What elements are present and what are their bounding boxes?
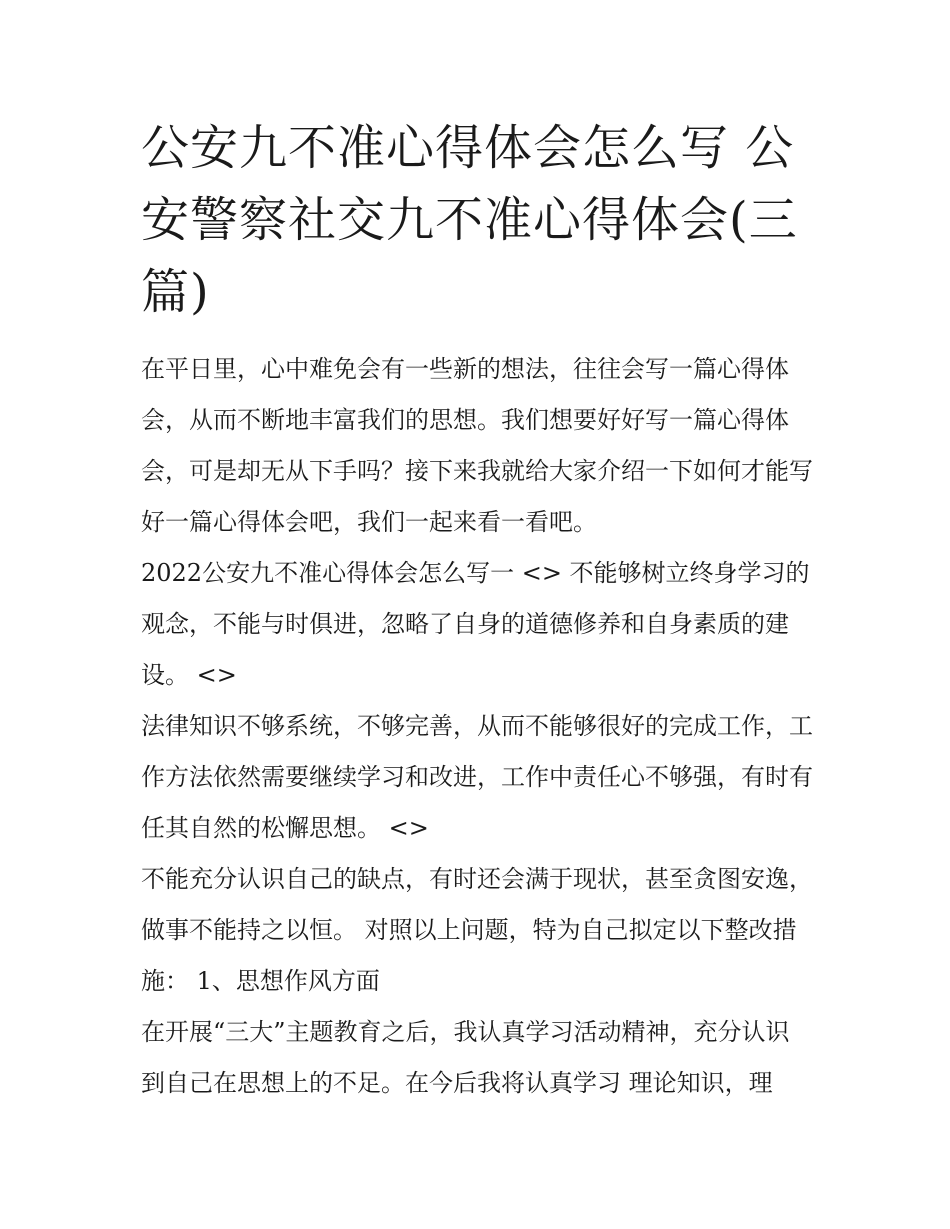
paragraph-problem-2: 法律知识不够系统，不够完善，从而不能够很好的完成工作，工作方法依然需要继续学习和改进，工作中责任心不够强，有时有任其自然的松懈思想。 <> <box>141 712 813 842</box>
document-title: 公安九不准心得体会怎么写 公安警察社交九不准心得体会(三篇) <box>141 120 798 320</box>
document-body <box>141 344 813 1109</box>
document-page <box>141 112 813 1109</box>
paragraph-problem-3: 不能充分认识自己的缺点，有时还会满于现状，甚至贪图安逸，做事不能持之以恒。 对照以上问题，特为自己拟定以下整改措施： 1、思想作风方面 <box>141 865 813 995</box>
paragraph-intro: 在平日里，心中难免会有一些新的想法，往往会写一篇心得体会，从而不断地丰富我们的思想。我们想要好好写一篇心得体会，可是却无从下手吗？接下来我就给大家介绍一下如何才能写好一篇心得体会吧，我们一起来看一看吧。 <box>141 355 813 536</box>
paragraph-measures: 在开展“三大”主题教育之后，我认真学习活动精神，充分认识到自己在思想上的不足。在今后我将认真学习 理论知识，理 <box>141 1018 790 1097</box>
paragraph-problem-1: 2022公安九不准心得体会怎么写一 <> 不能够树立终身学习的观念，不能与时俱进，忽略了自身的道德修养和自身素质的建设。 <> <box>141 559 810 689</box>
